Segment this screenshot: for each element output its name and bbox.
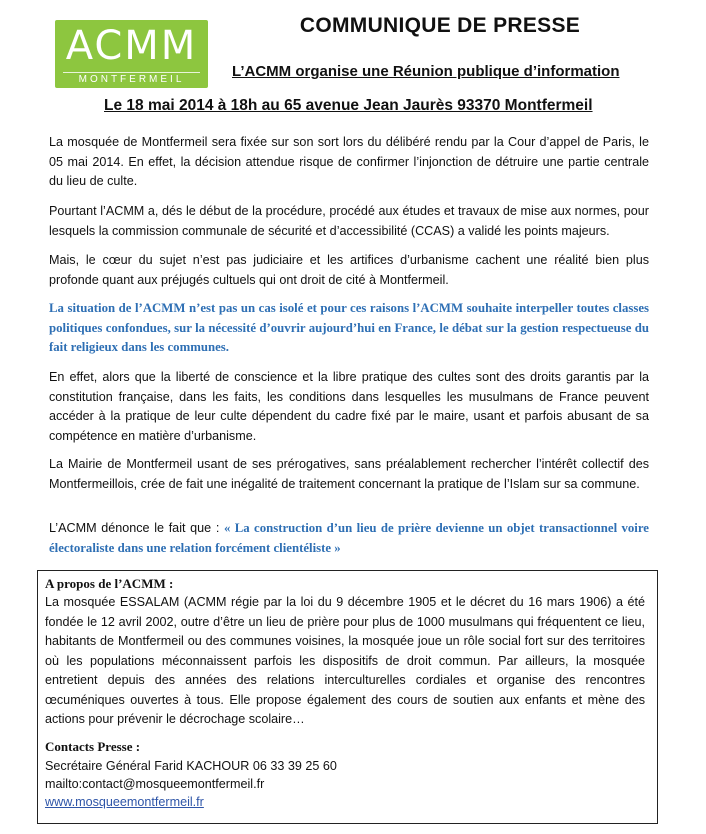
website-link[interactable]: www.mosqueemontfermeil.fr [45, 795, 204, 809]
contact-line: Secrétaire Général Farid KACHOUR 06 33 39 25 60 [45, 759, 337, 773]
paragraph-5: En effet, alors que la liberté de conscience et la libre pratique des cultes sont des droits garantis par la constitution française, dans les faits, les conditions dans lesquelles les musulmans de France peuvent accéder à la pratique de leur culte dépendent du cadre fixé par le maire, usant et parfois abusant de sa compétence en matière d’urbanisme. [49, 370, 649, 443]
contacts-heading: Contacts Presse : [45, 739, 141, 754]
about-heading: A propos de l’ACMM : [45, 576, 174, 591]
paragraph-6: La Mairie de Montfermeil usant de ses prérogatives, sans préalablement rechercher l’intérêt collectif des Montfermeillois, crée de fait une inégalité de traitement concernant la pratique de l’Islam sur sa commune. [49, 457, 649, 491]
paragraph-2: Pourtant l’ACMM a, dés le début de la procédure, procédé aux études et travaux de mise aux normes, pour lesquels la commission communale de sécurité et d’accessibilité (CCAS) a validé les points majeurs. [49, 204, 649, 238]
acmm-logo [55, 20, 208, 88]
denounce-quote: « La construction d’un lieu de prière devienne un objet transactionnel voire électoraliste dans une relation forcément clientéliste » [49, 521, 649, 555]
contact-mail: mailto:contact@mosqueemontfermeil.fr [45, 777, 265, 791]
paragraph-3: Mais, le cœur du sujet n’est pas judiciaire et les artifices d’urbanisme cachent une réalité bien plus profonde quant aux préjugés cultuels qui ont droit de cité à Montfermeil. [49, 253, 649, 287]
about-text: La mosquée ESSALAM (ACMM régie par la loi du 9 décembre 1905 et le décret du 16 mars 1906) a été fondée le 12 avril 2002, outre d’être un lieu de prière pour plus de 1000 musulmans qui fréquentent ce lieu, habitants de Montfermeil ou des communes voisines, la mosquée joue un rôle social fort sur des territoires où les populations méconnaissent parfois les dispositifs de droit commun. Par ailleurs, la mosquée entretient depuis des années des relations interculturelles cordiales et organise des rencontres œcuméniques ouvertes à tous. Elle propose également des cours de soutien aux enfants et mène des actions pour prévenir le décrochage scolaire… [45, 595, 645, 726]
page-subtitle: L’ACMM organise une Réunion publique d’information [232, 63, 620, 80]
paragraph-7 [49, 519, 649, 558]
paragraph-1: La mosquée de Montfermeil sera fixée sur son sort lors du délibéré rendu par la Cour d’appel de Paris, le 05 mai 2014. En effet, la décision attendue risque de confirmer l’injonction de détruire une partie centrale du lieu de culte. [49, 135, 649, 188]
denounce-lead: L’ACMM dénonce le fait que : [49, 521, 224, 535]
highlight-paragraph: La situation de l’ACMM n’est pas un cas isolé et pour ces raisons l’ACMM souhaite interpeller toutes classes politiques confondues, sur la nécessité d’ouvrir aujourd’hui en France, le débat sur la gestion respectueuse du fait religieux dans les communes. [49, 301, 649, 354]
page-title: COMMUNIQUE DE PRESSE [299, 14, 581, 37]
about-box [37, 570, 658, 824]
logo-text: ACMM [65, 23, 198, 69]
logo-subtext: MONTFERMEIL [63, 72, 200, 86]
event-dateline: Le 18 mai 2014 à 18h au 65 avenue Jean Jaurès 93370 Montfermeil [104, 97, 593, 114]
